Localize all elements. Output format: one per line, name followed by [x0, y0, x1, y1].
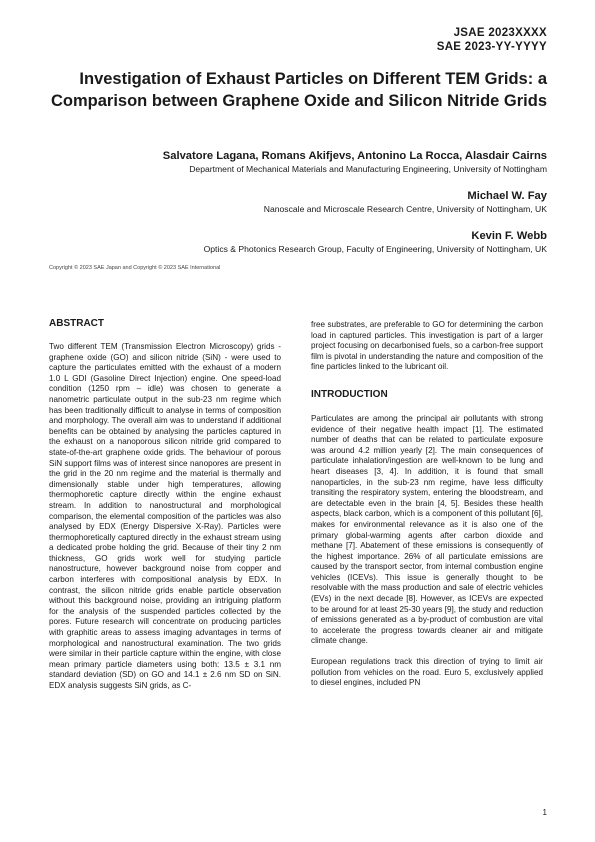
- introduction-heading: INTRODUCTION: [311, 388, 388, 400]
- page-number: 1: [542, 808, 547, 817]
- copyright-notice: Copyright © 2023 SAE Japan and Copyright © 2023 SAE International: [49, 265, 221, 271]
- abstract-heading: ABSTRACT: [49, 318, 104, 329]
- abstract-text: Two different TEM (Transmission Electron Microscopy) grids - graphene oxide (GO) and silicon nitride (SiN) - were used to capture the particulates emitted with the exhaust of a modern 1.0 L GDI (Gasoline Direct Injection) engine. One speed-load condition (1250 rpm – idle) was chosen to generate a nanometric particulate output in the sub-23 nm regime which has been traditionally difficult to analyse in terms of composition and morphology. The overall aim was to understand if additional benefits can be obtained by analysing the particles captured in the exhaust on a nanoporous silicon nitride grid compared to state-of-the-art graphene oxide grids. The behaviour of porous SiN support films was of interest since nanopores are present in the grid in the 20 nm regime and the material is thermally and dimensionally stable under high temperatures, allowing thermophoretic capture directly within the engine exhaust stream. In addition to nanostructural and morphological comparison, the elemental composition of the particles was also analysed by EDX (Energy Dispersive X-Ray). Particles were thermophoretically captured directly in the exhaust stream using a dedicated probe holding the grid. Because of their tiny 2 nm thickness, GO grids work well for studying particle nanostructure, however background noise from copper and carbon interferes with compositional analysis by EDX. In contrast, the silicon nitride grids enable particle observation without this background noise, providing an intriguing platform for the analysis of the suspended particles collected by the pores. Future research will concentrate on producing particles with graphitic areas to assess imaging advantages in terms of morphological and nanostructural examination. The two grids were similar in their particle capture within the engine, with close mean primary particle diameters using both: 13.5 ± 3.1 nm standard deviation (SD) on GO and 14.1 ± 2.6 nm SD on SiN. EDX analysis suggests SiN grids, as C-: [49, 342, 281, 690]
- abstract-continuation: free substrates, are preferable to GO for determining the carbon load in captured particles. This investigation is part of a larger project focusing on decarbonised fuels, so a carbon-free support film is pivotal in understanding the nature and composition of the fine particles linked to the lubricant oil.: [311, 320, 543, 372]
- author-affiliation: Department of Mechanical Materials and Manufacturing Engineering, University of Nottingham: [189, 164, 547, 174]
- author-names: Kevin F. Webb: [471, 230, 547, 242]
- author-affiliation: Optics & Photonics Research Group, Faculty of Engineering, University of Nottingham, UK: [203, 244, 547, 254]
- author-names: Salvatore Lagana, Romans Akifjevs, Antonino La Rocca, Alasdair Cairns: [162, 150, 547, 162]
- introduction-paragraph-2: European regulations track this direction of trying to limit air pollution from vehicles on the road. Euro 5, exclusively applied to diesel engines, included PN: [311, 657, 543, 688]
- paper-title: Investigation of Exhaust Particles on Different TEM Grids: a Comparison between Graphene Oxide and Silicon Nitride Grids: [50, 70, 547, 110]
- paper-codes: [437, 26, 547, 54]
- jsae-code: JSAE 2023XXXX: [453, 27, 547, 39]
- author-group: [47, 189, 547, 215]
- introduction-paragraph-1: Particulates are among the principal air pollutants with strong evidence of their negative health impact [1]. The estimated number of deaths that can be related to particulate exposure was around 4.2 million yearly [2]. The main consequences of particulate inhalation/ingestion are well-known to be lung and heart diseases [3, 4]. In addition, it is found that small nanoparticles, in the sub-23 nm regime, have less difficulty transiting the respiratory system, entering the bloodstream, and are detectable even in the brain [4, 5]. Besides these health aspects, black carbon, which is a component of this pollutant [6], makes for environmental relevance as it is also one of the primary global-warming agents after carbon dioxide and methane [7]. Abatement of these emissions is consequently of the highest importance. 26% of all particulate emissions are caused by the transport sector, from internal combustion engine vehicles (ICEVs). This issue is generally thought to be resolvable with the mass production and sale of electric vehicles (EVs) in the next decade [8]. However, as ICEVs are expected to be around for at least 25-30 years [9], the study and reduction of emissions generated as a by-product of combustion are vital to accelerate the progress towards cleaner air and mitigate climate change.: [311, 413, 543, 646]
- sae-code: SAE 2023-YY-YYYY: [436, 41, 547, 53]
- author-names: Michael W. Fay: [467, 190, 547, 202]
- author-affiliation: Nanoscale and Microscale Research Centre, University of Nottingham, UK: [263, 204, 547, 214]
- author-list: [47, 149, 547, 266]
- author-group: [47, 229, 547, 255]
- right-column: [311, 320, 543, 699]
- author-group: [47, 149, 547, 175]
- left-column: [49, 318, 281, 702]
